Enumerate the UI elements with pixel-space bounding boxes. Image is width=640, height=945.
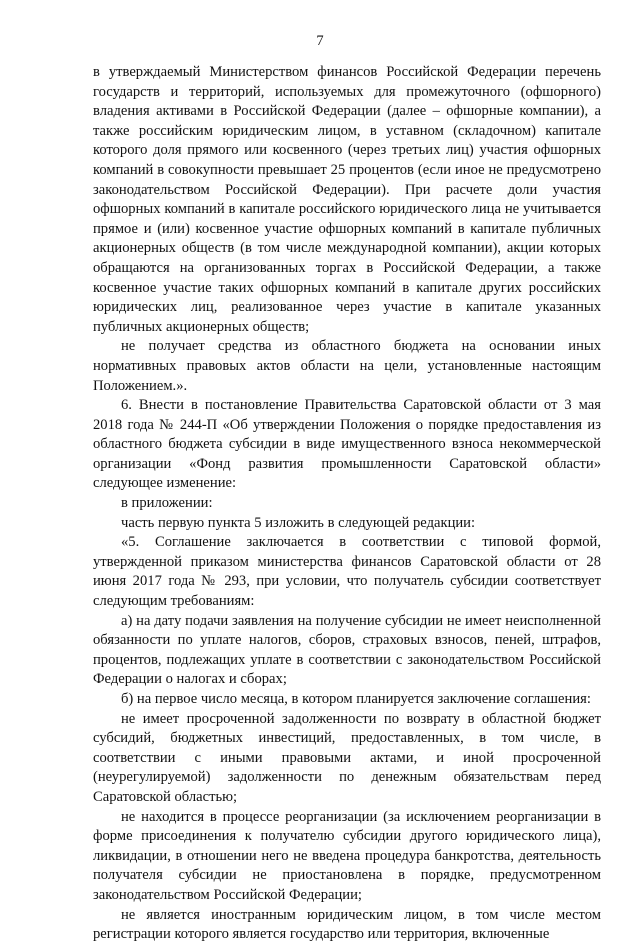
paragraph-no-reorganization: не находится в процессе реорганизации (за исключением реорганизации в форме присоединения к получателю субсидии другого юридического лица), ликвидации, в отношении него не введена процедура банкротства, деятельность получателя субсидии не приостановлена в порядке, предусмотренном законодательством Российской Федерации; (93, 808, 601, 903)
paragraph-no-other-funds: не получает средства из областного бюджета на основании иных нормативных правовых актов области на цели, установленные настоящим Положением.». (93, 338, 601, 394)
page-number: 7 (316, 33, 324, 49)
document-body (93, 63, 601, 945)
paragraph-subclause-a: а) на дату подачи заявления на получение субсидии не имеет неисполненной обязанности по уплате налогов, сборов, страховых взносов, пеней, штрафов, процентов, подлежащих уплате в соответствии с законодательством Российской Федерации о налогах и сборах; (93, 612, 601, 688)
paragraph-item-6: 6. Внести в постановление Правительства Саратовской области от 3 мая 2018 года № 244-П «Об утверждении Положения о порядке предоставления из областного бюджета субсидии в виде имущественного взноса некоммерческой организации «Фонд развития промышленности Саратовской области» следующее изменение: (93, 397, 601, 492)
paragraph-in-appendix: в приложении: (121, 495, 213, 512)
paragraph-subclause-b: б) на первое число месяца, в котором планируется заключение соглашения: (121, 691, 591, 707)
paragraph-clause-5: «5. Соглашение заключается в соответствии с типовой формой, утвержденной приказом министерства финансов Саратовской области от 28 июня 2017 года № 293, при условии, что получатель субсидии соответствует следующим требованиям: (93, 534, 601, 610)
paragraph-not-foreign-entity: не является иностранным юридическим лицом, в том числе местом регистрации которого является государство или территория, включенные (93, 906, 601, 943)
paragraph-offshore-definition: в утверждаемый Министерством финансов Российской Федерации перечень государств и территорий, используемых для промежуточного (офшорного) владения активами в Российской Федерации (далее – офшорные компании), а также российским юридическим лицом, в уставном (складочном) капитале которого доля прямого или косвенного (через третьих лиц) участия офшорных компаний в совокупности превышает 25 процентов (если иное не предусмотрено законодательством Российской Федерации). При расчете доли участия офшорных компаний в капитале российского юридического лица не учитывается прямое и (или) косвенное участие офшорных компаний в капитале публичных акционерных обществ (в том числе международной компании), акции которых обращаются на организованных торгах в Российской Федерации, а также косвенное участие таких офшорных компаний в капитале других российских юридических лиц, реализованное через участие в капитале указанных публичных акционерных обществ; (93, 64, 601, 335)
paragraph-part-one: часть первую пункта 5 изложить в следующей редакции: (121, 514, 476, 531)
paragraph-no-overdue-debt: не имеет просроченной задолженности по возврату в областной бюджет субсидий, бюджетных инвестиций, предоставленных, в том числе, в соответствии с иными правовыми актами, и иной просроченной (неурегулируемой) задолженности по денежным обязательствам перед Саратовской областью; (93, 710, 601, 805)
